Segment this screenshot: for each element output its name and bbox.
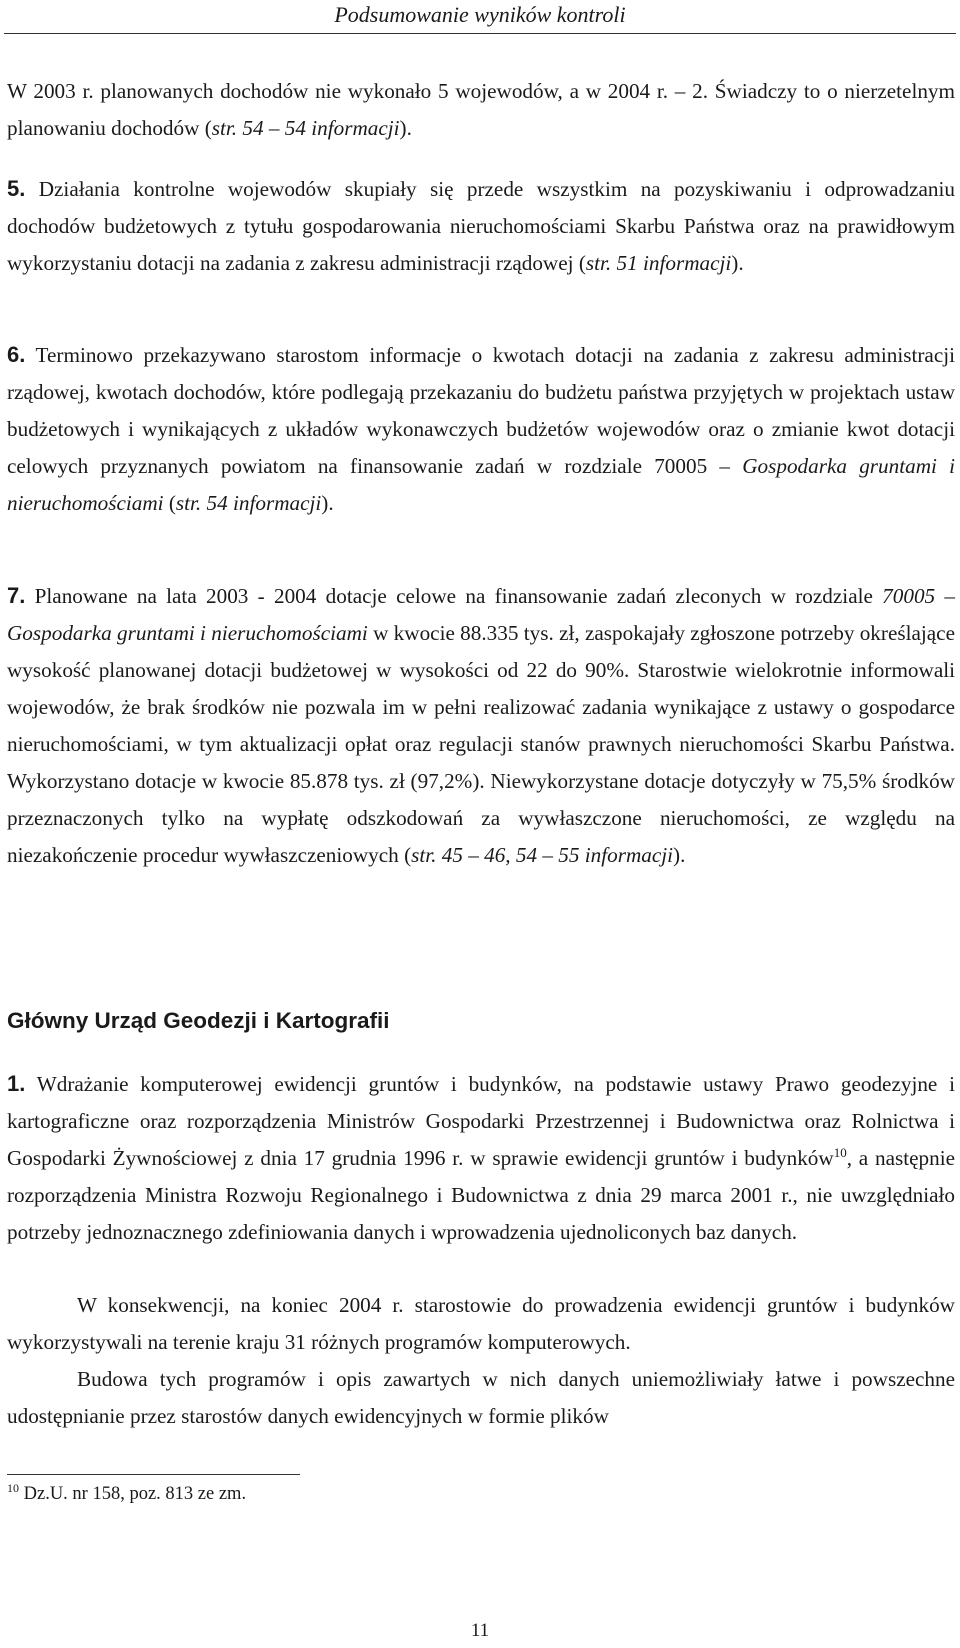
- gugik-item-1-text-2: , a następnie rozporządzenia Ministra Rozwoju Regionalnego i Budownictwa z dnia 29 marca 2001 r., nie uwzględniało potrzeby jednoznacznego zdefiniowania danych i wprowadzenia ujednoliconych baz danych.: [7, 1146, 956, 1244]
- item-6-chapter-name: Gospodarka gruntami i nieruchomościami: [7, 454, 955, 515]
- item-5-paragraph: [7, 170, 955, 282]
- item-7-text-1: Planowane na lata 2003 - 2004 dotacje celowe na finansowanie zadań zleconych w rozdziale: [25, 584, 883, 608]
- item-7-text-2: w kwocie 88.335 tys. zł, zaspokajały zgłoszone potrzeby określające wysokość planowanej dotacji budżetowej w wysokości od 22 do 90%. Starostwie wielokrotnie informowali wojewodów, że brak środków nie pozwala im w pełni realizować zadania wynikające z ustawy o gospodarce nieruchomościami, w tym aktualizacji opłat oraz regulacji stanów prawnych nieruchomości Skarbu Państwa. Wykorzystano dotacje w kwocie 85.878 tys. zł (97,2%). Niewykorzystane dotacje dotyczyły w 75,5% środków przeznaczonych tylko na wypłatę odszkodowań za wywłaszczone nieruchomości, ze względu na niezakończenie procedur wywłaszczeniowych (: [7, 621, 955, 867]
- footnote: [7, 1480, 247, 1505]
- item-7-chapter-name: 70005 – Gospodarka gruntami i nieruchomościami: [7, 584, 956, 645]
- section-heading: Główny Urząd Geodezji i Kartografii: [7, 1008, 390, 1033]
- intro-text: W 2003 r. planowanych dochodów nie wykonało 5 wojewodów, a w 2004 r. – 2. Świadczy to o nierzetelnym planowaniu dochodów (: [7, 79, 955, 140]
- intro-reference: str. 54 – 54 informacji: [211, 116, 400, 140]
- item-5-reference: str. 51 informacji: [585, 251, 732, 275]
- item-5-text: Działania kontrolne wojewodów skupiały się przede wszystkim na pozyskiwaniu i odprowadzaniu dochodów budżetowych z tytułu gospodarowania nieruchomościami Skarbu Państwa oraz na prawidłowym wykorzystaniu dotacji na zadania z zakresu administracji rządowej (: [7, 177, 955, 275]
- gugik-item-1-number: 1.: [7, 1071, 26, 1096]
- running-header: Podsumowanie wyników kontroli: [334, 2, 626, 27]
- gugik-item-1-paragraph: [7, 1065, 955, 1251]
- item-7-paragraph: [7, 577, 955, 874]
- footnote-number: 10: [7, 1480, 19, 1495]
- item-6-mid: (: [163, 491, 176, 515]
- item-6-paragraph: [7, 336, 955, 522]
- footnote-reference: 10: [833, 1144, 847, 1160]
- gugik-item-1-text-1: Wdrażanie komputerowej ewidencji gruntów i budynków, na podstawie ustawy Prawo geodezyjne i kartograficzne oraz rozporządzenia Ministrów Gospodarki Przestrzennej i Budownictwa oraz Rolnictwa i Gospodarki Żywnościowej z dnia 17 grudnia 1996 r. w sprawie ewidencji gruntów i budynków: [7, 1072, 955, 1170]
- intro-end: ).: [399, 116, 412, 140]
- item-7-number: 7.: [7, 583, 26, 608]
- page-number: 11: [470, 1620, 490, 1641]
- item-6-text: Terminowo przekazywano starostom informacje o kwotach dotacji na zadania z zakresu administracji rządowej, kwotach dochodów, które podlegają przekazaniu do budżetu państwa przyjętych w projektach ustaw budżetowych i wynikających z układów wykonawczych budżetów wojewodów oraz o zmianie kwot dotacji celowych przyznanych powiatom na finansowanie zadań w rozdziale 70005 –: [7, 343, 955, 478]
- intro-paragraph: [7, 73, 955, 147]
- header-divider: [4, 33, 956, 34]
- item-7-end: ).: [673, 843, 686, 867]
- item-5-number: 5.: [7, 176, 26, 201]
- footnote-text: Dz.U. nr 158, poz. 813 ze zm.: [19, 1484, 247, 1504]
- item-6-end: ).: [321, 491, 334, 515]
- item-5-end: ).: [731, 251, 744, 275]
- consequence-paragraph: W konsekwencji, na koniec 2004 r. starostowie do prowadzenia ewidencji gruntów i budynków wykorzystywali na terenie kraju 31 różnych programów komputerowych.: [7, 1293, 955, 1354]
- item-7-reference: str. 45 – 46, 54 – 55 informacji: [411, 843, 674, 867]
- item-6-reference: str. 54 informacji: [175, 491, 322, 515]
- programs-paragraph: Budowa tych programów i opis zawartych w nich danych uniemożliwiały łatwe i powszechne udostępnianie przez starostów danych ewidencyjnych w formie plików: [7, 1367, 955, 1428]
- item-6-number: 6.: [7, 342, 26, 367]
- footnote-divider: [7, 1474, 300, 1475]
